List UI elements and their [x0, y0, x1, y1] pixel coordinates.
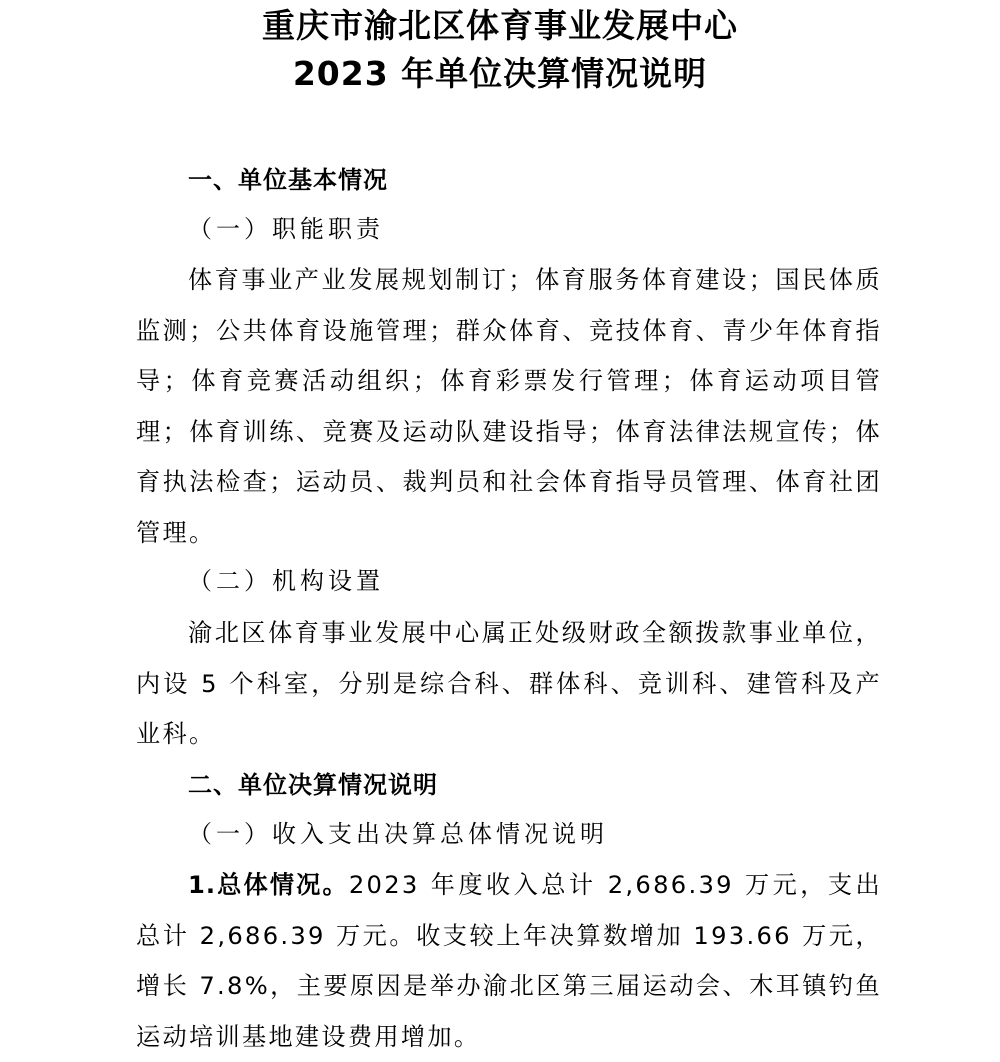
section2-sub1-lead: 1.总体情况。: [188, 871, 349, 899]
section1-sub2-paragraph: 渝北区体育事业发展中心属正处级财政全额拨款事业单位，内设 5 个科室，分别是综合科、群体科、竞训科、建管科及产业科。: [136, 619, 882, 748]
document-title-line2: 2023 年单位决算情况说明: [292, 54, 708, 93]
section1-sub1-paragraph: 体育事业产业发展规划制订；体育服务体育建设；国民体质监测；公共体育设施管理；群众体育、竞技体育、青少年体育指导；体育竞赛活动组织；体育彩票发行管理；体育运动项目管理；体育训练、竞赛及运动队建设指导；体育法律法规宣传；体育执法检查；运动员、裁判员和社会体育指导员管理、体育社团管理。: [136, 266, 882, 547]
section2-heading: 二、单位决算情况说明: [188, 771, 438, 799]
section1-sub1-heading: （一）职能职责: [188, 215, 384, 243]
section1-sub2-heading: （二）机构设置: [188, 567, 384, 595]
section2-sub1-heading: （一）收入支出决算总体情况说明: [188, 820, 608, 848]
section2-sub1-text: 2023 年度收入总计 2,686.39 万元，支出总计 2,686.39 万元。收支较上年决算数增加 193.66 万元，增长 7.8%，主要原因是举办渝北区第三届运动会、木耳镇钓鱼运动培训基地建设费用增加。: [136, 871, 882, 1051]
section1-heading: 一、单位基本情况: [188, 166, 388, 194]
document-title-line1: 重庆市渝北区体育事业发展中心: [262, 6, 738, 45]
section2-sub1-paragraph: [136, 860, 882, 1062]
